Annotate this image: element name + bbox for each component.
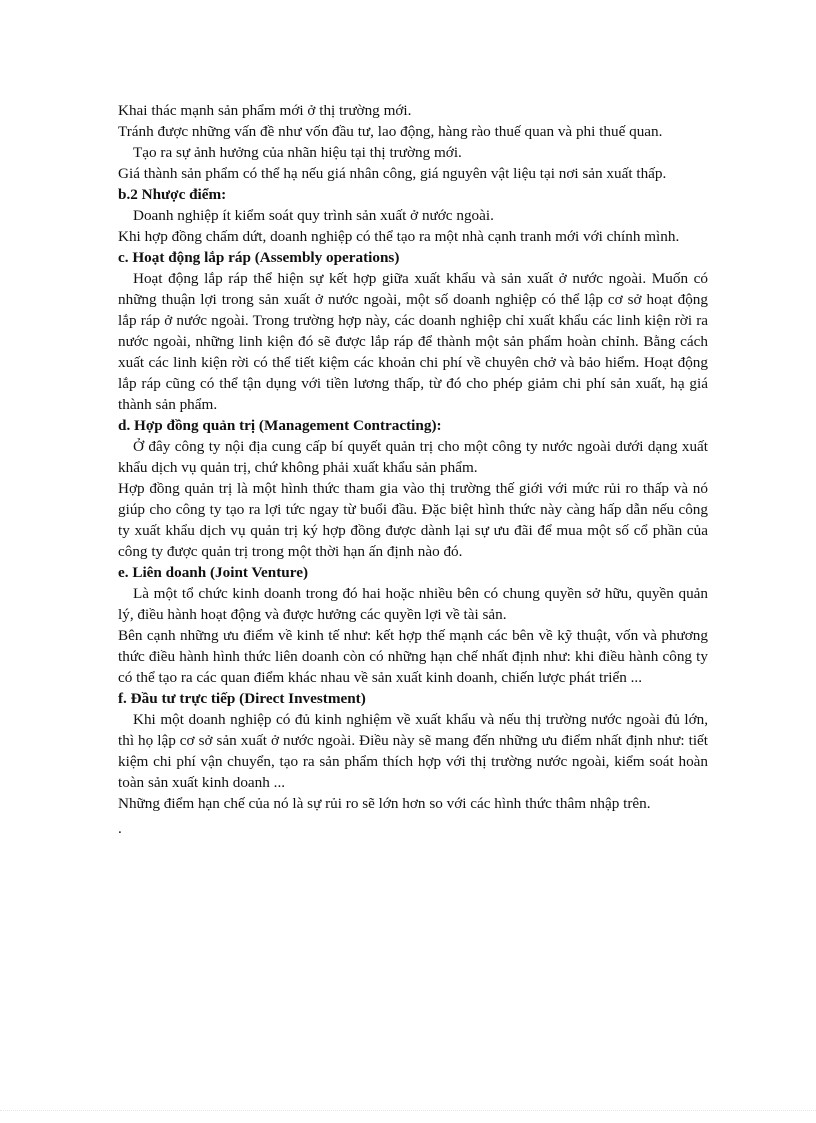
section-heading-f: f. Đầu tư trực tiếp (Direct Investment) <box>118 690 366 707</box>
section-heading-b2: b.2 Nhược điểm: <box>118 186 227 203</box>
paragraph: Tạo ra sự ảnh hưởng của nhãn hiệu tại thị trường mới. <box>133 144 462 161</box>
paragraph: Tránh được những vấn đề như vốn đầu tư, lao động, hàng rào thuế quan và phi thuế quan. <box>118 123 663 140</box>
section-heading-e: e. Liên doanh (Joint Venture) <box>118 564 309 581</box>
page-bottom-border <box>0 1110 816 1112</box>
paragraph: Khai thác mạnh sản phẩm mới ở thị trường mới. <box>118 102 412 119</box>
paragraph: Hoạt động lắp ráp thể hiện sự kết hợp giữa xuất khẩu và sản xuất ở nước ngoài. Muốn có những thuận lợi trong sản xuất ở nước ngoài, một số doanh nghiệp có thể lập cơ sở hoạt động lắp ráp ở nước ngoài. Trong trường hợp này, các doanh nghiệp chỉ xuất khẩu các linh kiện rời ra nước ngoài, những linh kiện đó sẽ được lắp ráp để thành một sản phẩm hoàn chỉnh. Bằng cách xuất các linh kiện rời có thể tiết kiệm các khoản chi phí về chuyên chở và bảo hiểm. Hoạt động lắp ráp cũng có thể tận dụng với tiền lương thấp, từ đó cho phép giảm chi phí sản xuất, hạ giá thành sản phẩm. <box>118 270 708 413</box>
paragraph: Doanh nghiệp ít kiểm soát quy trình sản xuất ở nước ngoài. <box>133 207 494 224</box>
paragraph: Giá thành sản phẩm có thể hạ nếu giá nhân công, giá nguyên vật liệu tại nơi sản xuất thấp. <box>118 165 667 182</box>
paragraph: Khi hợp đồng chấm dứt, doanh nghiệp có thể tạo ra một nhà cạnh tranh mới với chính mình. <box>118 228 680 245</box>
paragraph: Ở đây công ty nội địa cung cấp bí quyết quản trị cho một công ty nước ngoài dưới dạng xuất khẩu dịch vụ quản trị, chứ không phải xuất khẩu sản phẩm. <box>118 438 708 476</box>
paragraph: Hợp đồng quản trị là một hình thức tham gia vào thị trường thế giới với mức rủi ro thấp và nó giúp cho công ty tạo ra lợi tức ngay từ buổi đầu. Đặc biệt hình thức này càng hấp dẫn nếu công ty xuất khẩu dịch vụ quản trị ký hợp đồng được dành lại sự ưu đãi để mua một số cổ phần của công ty được quản trị trong một thời hạn ấn định nào đó. <box>118 480 708 560</box>
section-heading-d: d. Hợp đồng quản trị (Management Contracting): <box>118 417 442 434</box>
paragraph: Khi một doanh nghiệp có đủ kinh nghiệm về xuất khẩu và nếu thị trường nước ngoài đủ lớn, thì họ lập cơ sở sản xuất ở nước ngoài. Điều này sẽ mang đến những ưu điểm nhất định như: tiết kiệm chi phí vận chuyển, tạo ra sản phẩm thích hợp với thị trường nước ngoài, kiểm soát hoàn toàn sản xuất kinh doanh ... <box>118 711 708 791</box>
trailing-dot: . <box>118 820 122 837</box>
section-heading-c: c. Hoạt động lắp ráp (Assembly operations) <box>118 249 400 266</box>
document-page <box>118 100 708 835</box>
paragraph: Những điểm hạn chế của nó là sự rủi ro sẽ lớn hơn so với các hình thức thâm nhập trên. <box>118 795 651 812</box>
paragraph: Bên cạnh những ưu điểm về kinh tế như: kết hợp thế mạnh các bên về kỹ thuật, vốn và phương thức điều hành hình thức liên doanh còn có những hạn chế nhất định như: khi điều hành công ty có thể tạo ra các quan điểm khác nhau về sản xuất kinh doanh, chiến lược phát triển ... <box>118 627 708 686</box>
paragraph: Là một tổ chức kinh doanh trong đó hai hoặc nhiều bên có chung quyền sở hữu, quyền quản lý, điều hành hoạt động và được hưởng các quyền lợi về tài sản. <box>118 585 708 623</box>
